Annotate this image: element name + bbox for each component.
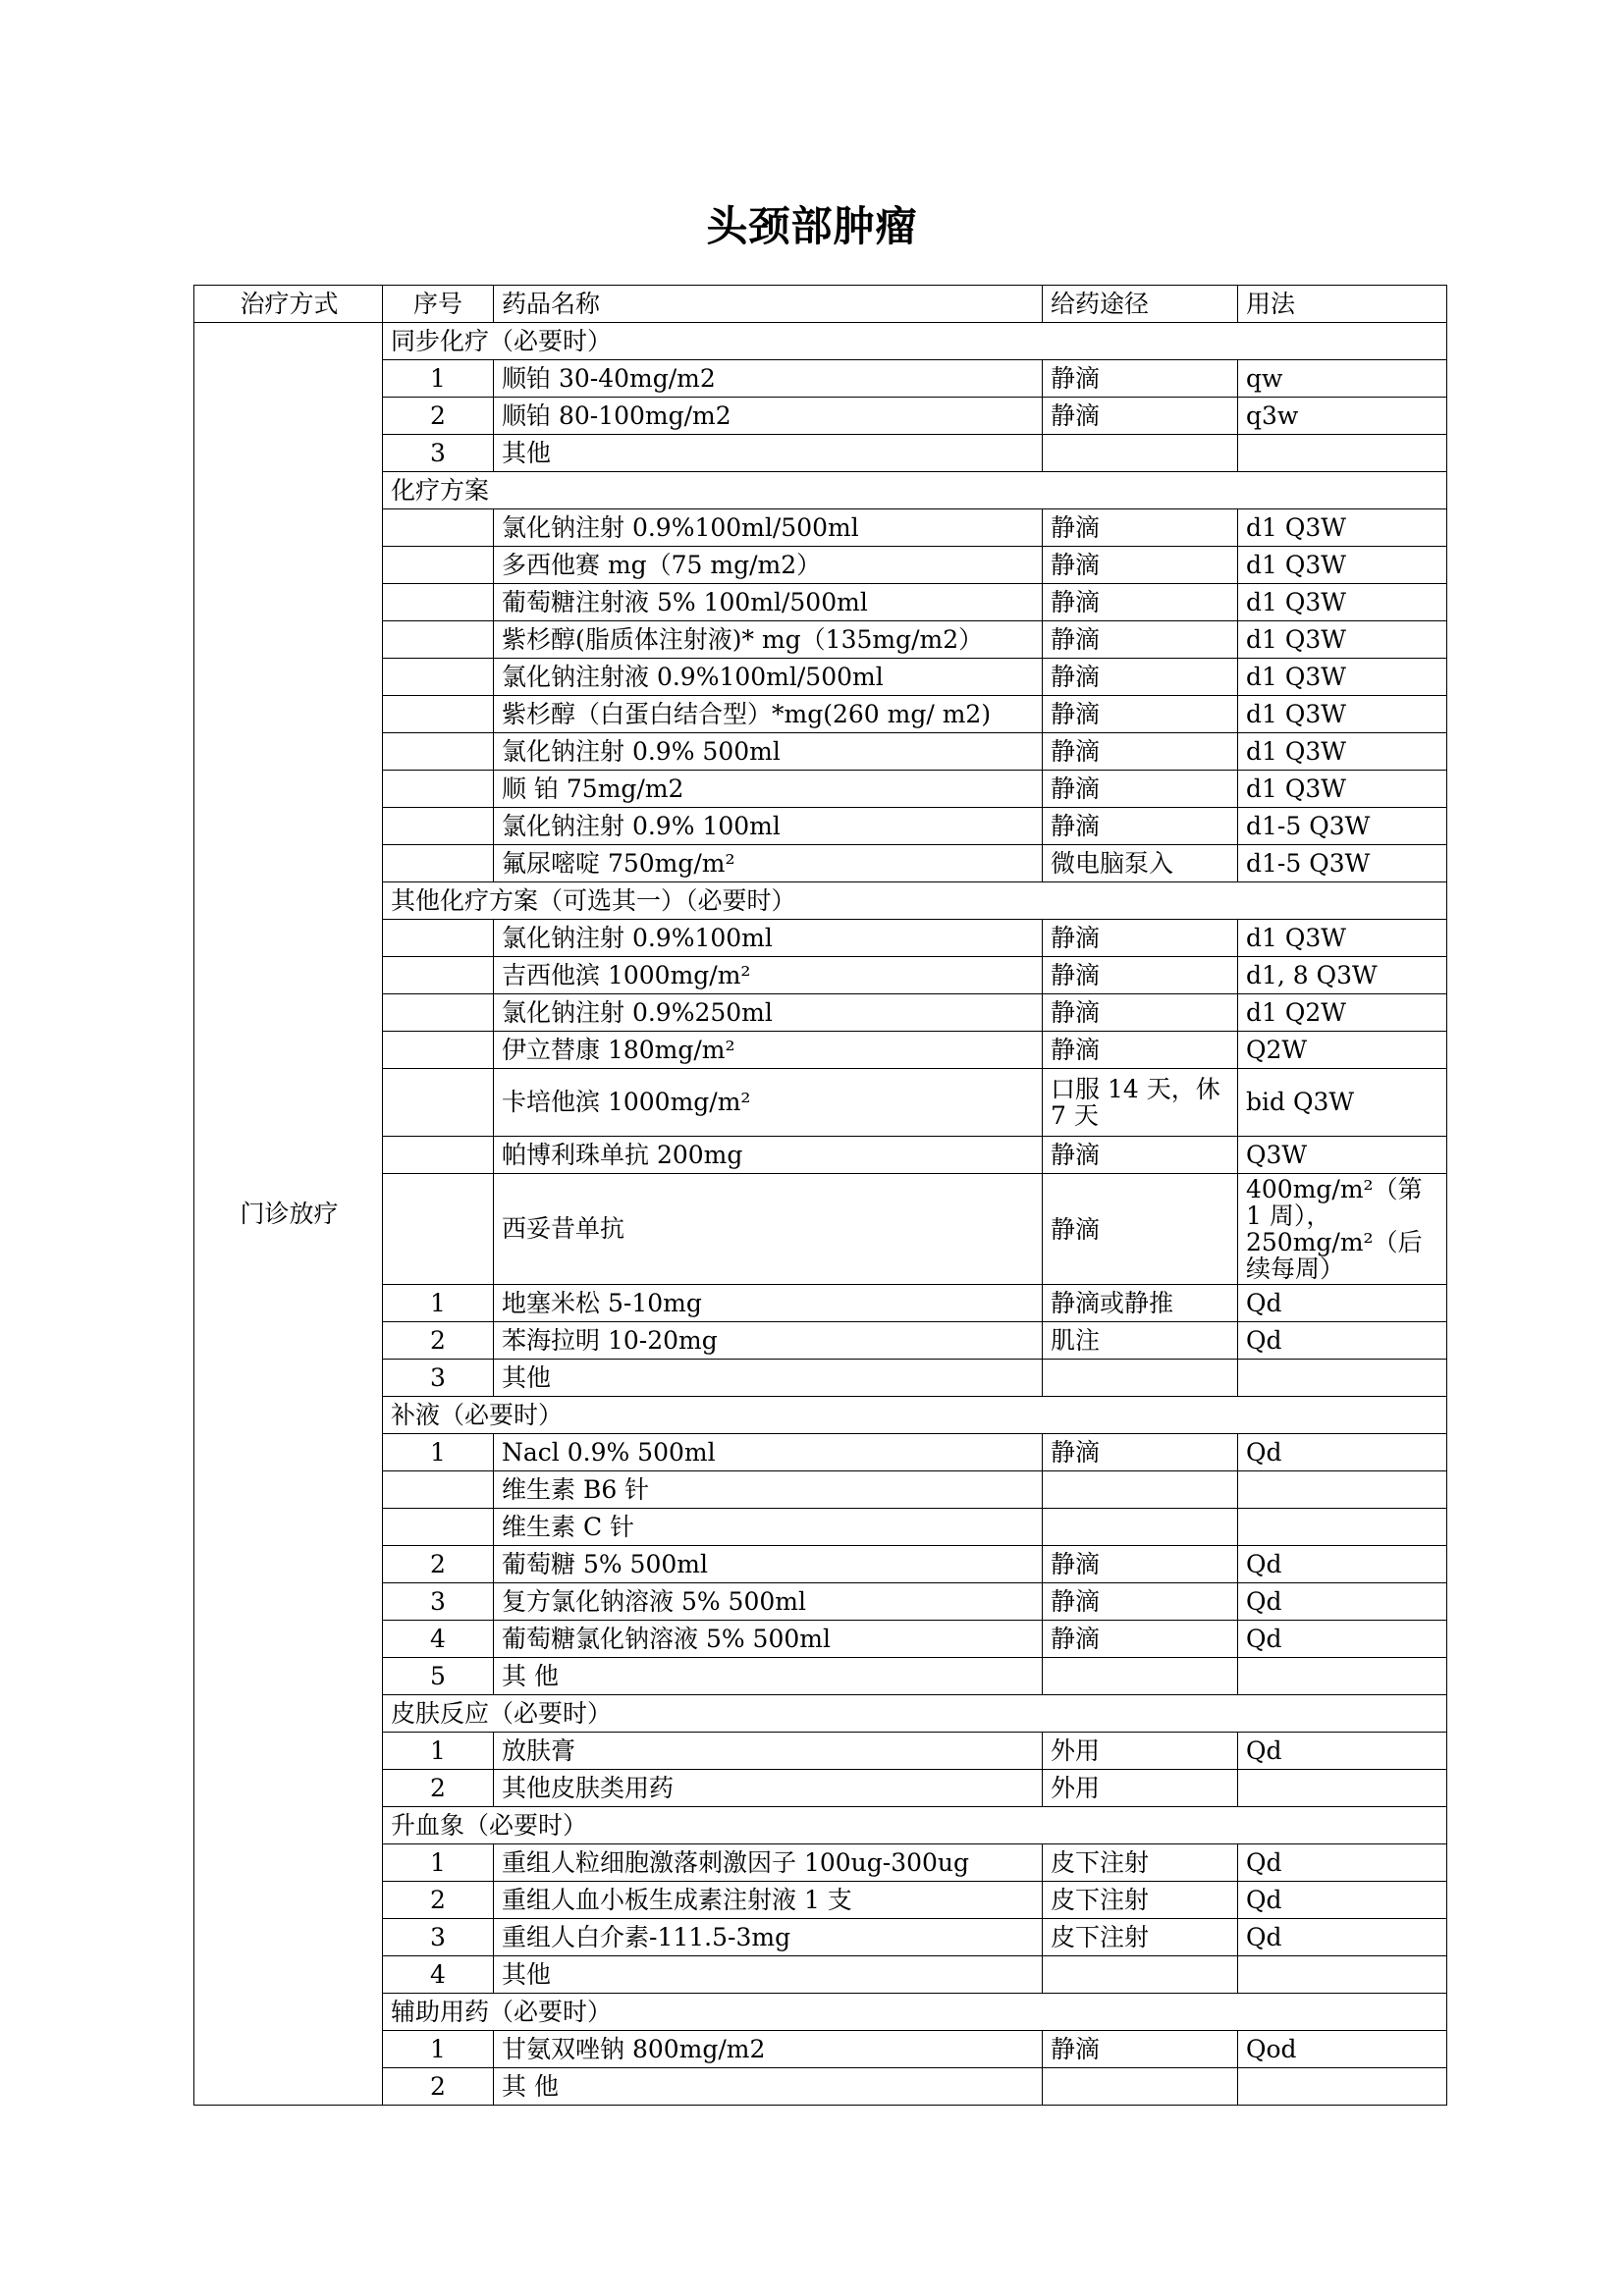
drug-cell: 帕博利珠单抗 200mg bbox=[494, 1137, 1043, 1174]
table-body bbox=[194, 286, 1447, 2106]
table-row bbox=[194, 1285, 1447, 1322]
seq-cell: 1 bbox=[383, 1285, 494, 1322]
drug-cell: 氯化钠注射 0.9% 100ml bbox=[494, 808, 1043, 845]
usage-cell: d1 Q3W bbox=[1238, 733, 1447, 771]
seq-cell bbox=[383, 1137, 494, 1174]
drug-cell: 氯化钠注射 0.9% 500ml bbox=[494, 733, 1043, 771]
section-title: 其他化疗方案（可选其一）（必要时） bbox=[383, 882, 1447, 920]
seq-cell: 4 bbox=[383, 1621, 494, 1658]
route-cell: 静滴 bbox=[1043, 957, 1238, 994]
drug-cell: 地塞米松 5-10mg bbox=[494, 1285, 1043, 1322]
seq-cell bbox=[383, 771, 494, 808]
usage-cell bbox=[1238, 1360, 1447, 1397]
section-title: 辅助用药（必要时） bbox=[383, 1994, 1447, 2031]
drug-cell: 顺铂 80-100mg/m2 bbox=[494, 398, 1043, 435]
section-title: 同步化疗（必要时） bbox=[383, 323, 1447, 360]
section-row bbox=[194, 472, 1447, 509]
route-cell: 静滴 bbox=[1043, 1434, 1238, 1471]
usage-cell bbox=[1238, 1770, 1447, 1807]
route-cell: 静滴 bbox=[1043, 696, 1238, 733]
seq-cell: 2 bbox=[383, 1322, 494, 1360]
usage-cell: Qd bbox=[1238, 1434, 1447, 1471]
usage-cell: d1 Q3W bbox=[1238, 547, 1447, 584]
usage-cell: d1 Q3W bbox=[1238, 621, 1447, 659]
seq-cell: 1 bbox=[383, 360, 494, 398]
route-cell bbox=[1043, 2068, 1238, 2106]
seq-cell bbox=[383, 920, 494, 957]
seq-cell: 3 bbox=[383, 1919, 494, 1956]
usage-cell bbox=[1238, 1509, 1447, 1546]
drug-cell: 苯海拉明 10-20mg bbox=[494, 1322, 1043, 1360]
header-row bbox=[194, 286, 1447, 323]
seq-cell: 2 bbox=[383, 398, 494, 435]
route-cell: 外用 bbox=[1043, 1733, 1238, 1770]
table-row bbox=[194, 1434, 1447, 1471]
route-cell: 皮下注射 bbox=[1043, 1919, 1238, 1956]
usage-cell: d1 Q3W bbox=[1238, 659, 1447, 696]
drug-cell: 维生素 B6 针 bbox=[494, 1471, 1043, 1509]
route-cell bbox=[1043, 1658, 1238, 1695]
seq-cell bbox=[383, 1032, 494, 1069]
table-row bbox=[194, 1032, 1447, 1069]
drug-cell: 其 他 bbox=[494, 1658, 1043, 1695]
seq-cell: 1 bbox=[383, 1434, 494, 1471]
seq-cell bbox=[383, 1509, 494, 1546]
table-row bbox=[194, 696, 1447, 733]
usage-cell: Qd bbox=[1238, 1919, 1447, 1956]
table-row bbox=[194, 1471, 1447, 1509]
table-row bbox=[194, 2031, 1447, 2068]
table-row bbox=[194, 1137, 1447, 1174]
seq-cell: 2 bbox=[383, 1770, 494, 1807]
usage-cell: Qd bbox=[1238, 1882, 1447, 1919]
seq-cell bbox=[383, 509, 494, 547]
table-row bbox=[194, 509, 1447, 547]
seq-cell: 3 bbox=[383, 1360, 494, 1397]
section-row bbox=[194, 1397, 1447, 1434]
header-seq: 序号 bbox=[383, 286, 494, 323]
route-cell bbox=[1043, 1471, 1238, 1509]
drug-cell: 顺铂 30-40mg/m2 bbox=[494, 360, 1043, 398]
usage-cell: Qd bbox=[1238, 1322, 1447, 1360]
seq-cell bbox=[383, 1069, 494, 1137]
drug-cell: 吉西他滨 1000mg/m² bbox=[494, 957, 1043, 994]
route-cell bbox=[1043, 1509, 1238, 1546]
route-cell: 皮下注射 bbox=[1043, 1882, 1238, 1919]
usage-cell: qw bbox=[1238, 360, 1447, 398]
route-cell: 静滴 bbox=[1043, 994, 1238, 1032]
route-cell: 静滴 bbox=[1043, 360, 1238, 398]
seq-cell bbox=[383, 659, 494, 696]
route-cell: 静滴或静推 bbox=[1043, 1285, 1238, 1322]
usage-cell: d1 Q3W bbox=[1238, 584, 1447, 621]
drug-cell: 其他 bbox=[494, 1360, 1043, 1397]
drug-cell: 重组人血小板生成素注射液 1 支 bbox=[494, 1882, 1043, 1919]
seq-cell: 1 bbox=[383, 1844, 494, 1882]
route-cell: 静滴 bbox=[1043, 1174, 1238, 1285]
route-cell: 外用 bbox=[1043, 1770, 1238, 1807]
route-cell: 静滴 bbox=[1043, 621, 1238, 659]
route-cell: 静滴 bbox=[1043, 398, 1238, 435]
seq-cell: 1 bbox=[383, 1733, 494, 1770]
usage-cell: d1-5 Q3W bbox=[1238, 808, 1447, 845]
section-row bbox=[194, 1695, 1447, 1733]
route-cell: 微电脑泵入 bbox=[1043, 845, 1238, 882]
section-row bbox=[194, 1807, 1447, 1844]
usage-cell: Qd bbox=[1238, 1844, 1447, 1882]
seq-cell bbox=[383, 994, 494, 1032]
seq-cell bbox=[383, 621, 494, 659]
usage-cell: d1, 8 Q3W bbox=[1238, 957, 1447, 994]
table-row bbox=[194, 1069, 1447, 1137]
table-row bbox=[194, 435, 1447, 472]
route-cell: 静滴 bbox=[1043, 771, 1238, 808]
drug-cell: 葡萄糖 5% 500ml bbox=[494, 1546, 1043, 1583]
usage-cell: 400mg/m²（第 1 周），250mg/m²（后续每周） bbox=[1238, 1174, 1447, 1285]
route-cell: 静滴 bbox=[1043, 1621, 1238, 1658]
table-row bbox=[194, 1882, 1447, 1919]
table-row bbox=[194, 360, 1447, 398]
usage-cell: d1 Q3W bbox=[1238, 509, 1447, 547]
table-row bbox=[194, 920, 1447, 957]
seq-cell: 4 bbox=[383, 1956, 494, 1994]
drug-cell: 西妥昔单抗 bbox=[494, 1174, 1043, 1285]
table-row bbox=[194, 1919, 1447, 1956]
seq-cell: 2 bbox=[383, 1546, 494, 1583]
table-row bbox=[194, 1658, 1447, 1695]
table-row bbox=[194, 1174, 1447, 1285]
usage-cell: Q2W bbox=[1238, 1032, 1447, 1069]
usage-cell: q3w bbox=[1238, 398, 1447, 435]
drug-cell: 其他皮肤类用药 bbox=[494, 1770, 1043, 1807]
table-row bbox=[194, 845, 1447, 882]
header-mode: 治疗方式 bbox=[194, 286, 383, 323]
table-row bbox=[194, 771, 1447, 808]
drug-cell: 复方氯化钠溶液 5% 500ml bbox=[494, 1583, 1043, 1621]
table-row bbox=[194, 808, 1447, 845]
route-cell: 静滴 bbox=[1043, 1032, 1238, 1069]
usage-cell: bid Q3W bbox=[1238, 1069, 1447, 1137]
route-cell: 静滴 bbox=[1043, 509, 1238, 547]
route-cell: 静滴 bbox=[1043, 733, 1238, 771]
route-cell: 静滴 bbox=[1043, 1546, 1238, 1583]
drug-cell: 紫杉醇(脂质体注射液)* mg（135mg/m2） bbox=[494, 621, 1043, 659]
drug-cell: 甘氨双唑钠 800mg/m2 bbox=[494, 2031, 1043, 2068]
drug-cell: 伊立替康 180mg/m² bbox=[494, 1032, 1043, 1069]
section-title: 皮肤反应（必要时） bbox=[383, 1695, 1447, 1733]
header-usage: 用法 bbox=[1238, 286, 1447, 323]
drug-cell: 放肤膏 bbox=[494, 1733, 1043, 1770]
seq-cell: 2 bbox=[383, 2068, 494, 2106]
drug-cell: 其 他 bbox=[494, 2068, 1043, 2106]
drug-cell: 重组人粒细胞激落刺激因子 100ug-300ug bbox=[494, 1844, 1043, 1882]
usage-cell bbox=[1238, 1658, 1447, 1695]
seq-cell bbox=[383, 547, 494, 584]
usage-cell: Qd bbox=[1238, 1621, 1447, 1658]
route-cell: 静滴 bbox=[1043, 2031, 1238, 2068]
usage-cell: d1-5 Q3W bbox=[1238, 845, 1447, 882]
seq-cell: 1 bbox=[383, 2031, 494, 2068]
table-row bbox=[194, 1360, 1447, 1397]
route-cell bbox=[1043, 1360, 1238, 1397]
usage-cell bbox=[1238, 1956, 1447, 1994]
usage-cell bbox=[1238, 2068, 1447, 2106]
table-row bbox=[194, 1844, 1447, 1882]
header-route: 给药途径 bbox=[1043, 286, 1238, 323]
route-cell: 皮下注射 bbox=[1043, 1844, 1238, 1882]
route-cell bbox=[1043, 1956, 1238, 1994]
section-row bbox=[194, 323, 1447, 360]
usage-cell: Qd bbox=[1238, 1583, 1447, 1621]
treatment-mode-cell: 门诊放疗 bbox=[194, 323, 383, 2106]
page-title: 头颈部肿瘤 bbox=[706, 202, 918, 250]
table-row bbox=[194, 547, 1447, 584]
section-title: 升血象（必要时） bbox=[383, 1807, 1447, 1844]
drug-cell: 维生素 C 针 bbox=[494, 1509, 1043, 1546]
table-row bbox=[194, 1956, 1447, 1994]
section-title: 补液（必要时） bbox=[383, 1397, 1447, 1434]
seq-cell bbox=[383, 845, 494, 882]
drug-cell: 氯化钠注射 0.9%100ml bbox=[494, 920, 1043, 957]
table-row bbox=[194, 621, 1447, 659]
drug-cell: 紫杉醇（白蛋白结合型）*mg(260 mg/ m2) bbox=[494, 696, 1043, 733]
usage-cell: d1 Q2W bbox=[1238, 994, 1447, 1032]
usage-cell: d1 Q3W bbox=[1238, 696, 1447, 733]
route-cell: 静滴 bbox=[1043, 1583, 1238, 1621]
table-row bbox=[194, 1546, 1447, 1583]
header-drug: 药品名称 bbox=[494, 286, 1043, 323]
table-row bbox=[194, 1509, 1447, 1546]
drug-cell: 葡萄糖注射液 5% 100ml/500ml bbox=[494, 584, 1043, 621]
table-row bbox=[194, 1733, 1447, 1770]
section-row bbox=[194, 882, 1447, 920]
route-cell: 静滴 bbox=[1043, 920, 1238, 957]
table-row bbox=[194, 2068, 1447, 2106]
route-cell: 静滴 bbox=[1043, 584, 1238, 621]
usage-cell: Qd bbox=[1238, 1285, 1447, 1322]
route-cell bbox=[1043, 435, 1238, 472]
usage-cell bbox=[1238, 435, 1447, 472]
route-cell: 静滴 bbox=[1043, 547, 1238, 584]
drug-cell: 重组人白介素-111.5-3mg bbox=[494, 1919, 1043, 1956]
route-cell: 静滴 bbox=[1043, 1137, 1238, 1174]
table-row bbox=[194, 659, 1447, 696]
drug-cell: 氯化钠注射 0.9%250ml bbox=[494, 994, 1043, 1032]
route-cell: 肌注 bbox=[1043, 1322, 1238, 1360]
route-cell: 静滴 bbox=[1043, 659, 1238, 696]
route-cell: 口服 14 天，休 7 天 bbox=[1043, 1069, 1238, 1137]
usage-cell: d1 Q3W bbox=[1238, 920, 1447, 957]
section-title: 化疗方案 bbox=[383, 472, 1447, 509]
seq-cell: 5 bbox=[383, 1658, 494, 1695]
seq-cell bbox=[383, 808, 494, 845]
seq-cell bbox=[383, 696, 494, 733]
seq-cell bbox=[383, 957, 494, 994]
seq-cell bbox=[383, 1471, 494, 1509]
drug-cell: 多西他赛 mg（75 mg/m2） bbox=[494, 547, 1043, 584]
drug-cell: 葡萄糖氯化钠溶液 5% 500ml bbox=[494, 1621, 1043, 1658]
usage-cell: Qd bbox=[1238, 1546, 1447, 1583]
seq-cell: 3 bbox=[383, 1583, 494, 1621]
usage-cell: Qd bbox=[1238, 1733, 1447, 1770]
route-cell: 静滴 bbox=[1043, 808, 1238, 845]
usage-cell: Qod bbox=[1238, 2031, 1447, 2068]
seq-cell: 3 bbox=[383, 435, 494, 472]
usage-cell bbox=[1238, 1471, 1447, 1509]
usage-cell: d1 Q3W bbox=[1238, 771, 1447, 808]
table-row bbox=[194, 1621, 1447, 1658]
drug-cell: 氯化钠注射 0.9%100ml/500ml bbox=[494, 509, 1043, 547]
usage-cell: Q3W bbox=[1238, 1137, 1447, 1174]
table-row bbox=[194, 994, 1447, 1032]
drug-cell: Nacl 0.9% 500ml bbox=[494, 1434, 1043, 1471]
drug-cell: 其他 bbox=[494, 1956, 1043, 1994]
table-row bbox=[194, 1770, 1447, 1807]
table-row bbox=[194, 584, 1447, 621]
table-row bbox=[194, 398, 1447, 435]
drug-cell: 卡培他滨 1000mg/m² bbox=[494, 1069, 1043, 1137]
seq-cell: 2 bbox=[383, 1882, 494, 1919]
regimen-table bbox=[193, 285, 1447, 2106]
drug-cell: 氟尿嘧啶 750mg/m² bbox=[494, 845, 1043, 882]
drug-cell: 其他 bbox=[494, 435, 1043, 472]
drug-cell: 氯化钠注射液 0.9%100ml/500ml bbox=[494, 659, 1043, 696]
table-row bbox=[194, 1583, 1447, 1621]
seq-cell bbox=[383, 584, 494, 621]
seq-cell bbox=[383, 1174, 494, 1285]
drug-cell: 顺 铂 75mg/m2 bbox=[494, 771, 1043, 808]
seq-cell bbox=[383, 733, 494, 771]
table-row bbox=[194, 733, 1447, 771]
table-row bbox=[194, 1322, 1447, 1360]
section-row bbox=[194, 1994, 1447, 2031]
table-row bbox=[194, 957, 1447, 994]
